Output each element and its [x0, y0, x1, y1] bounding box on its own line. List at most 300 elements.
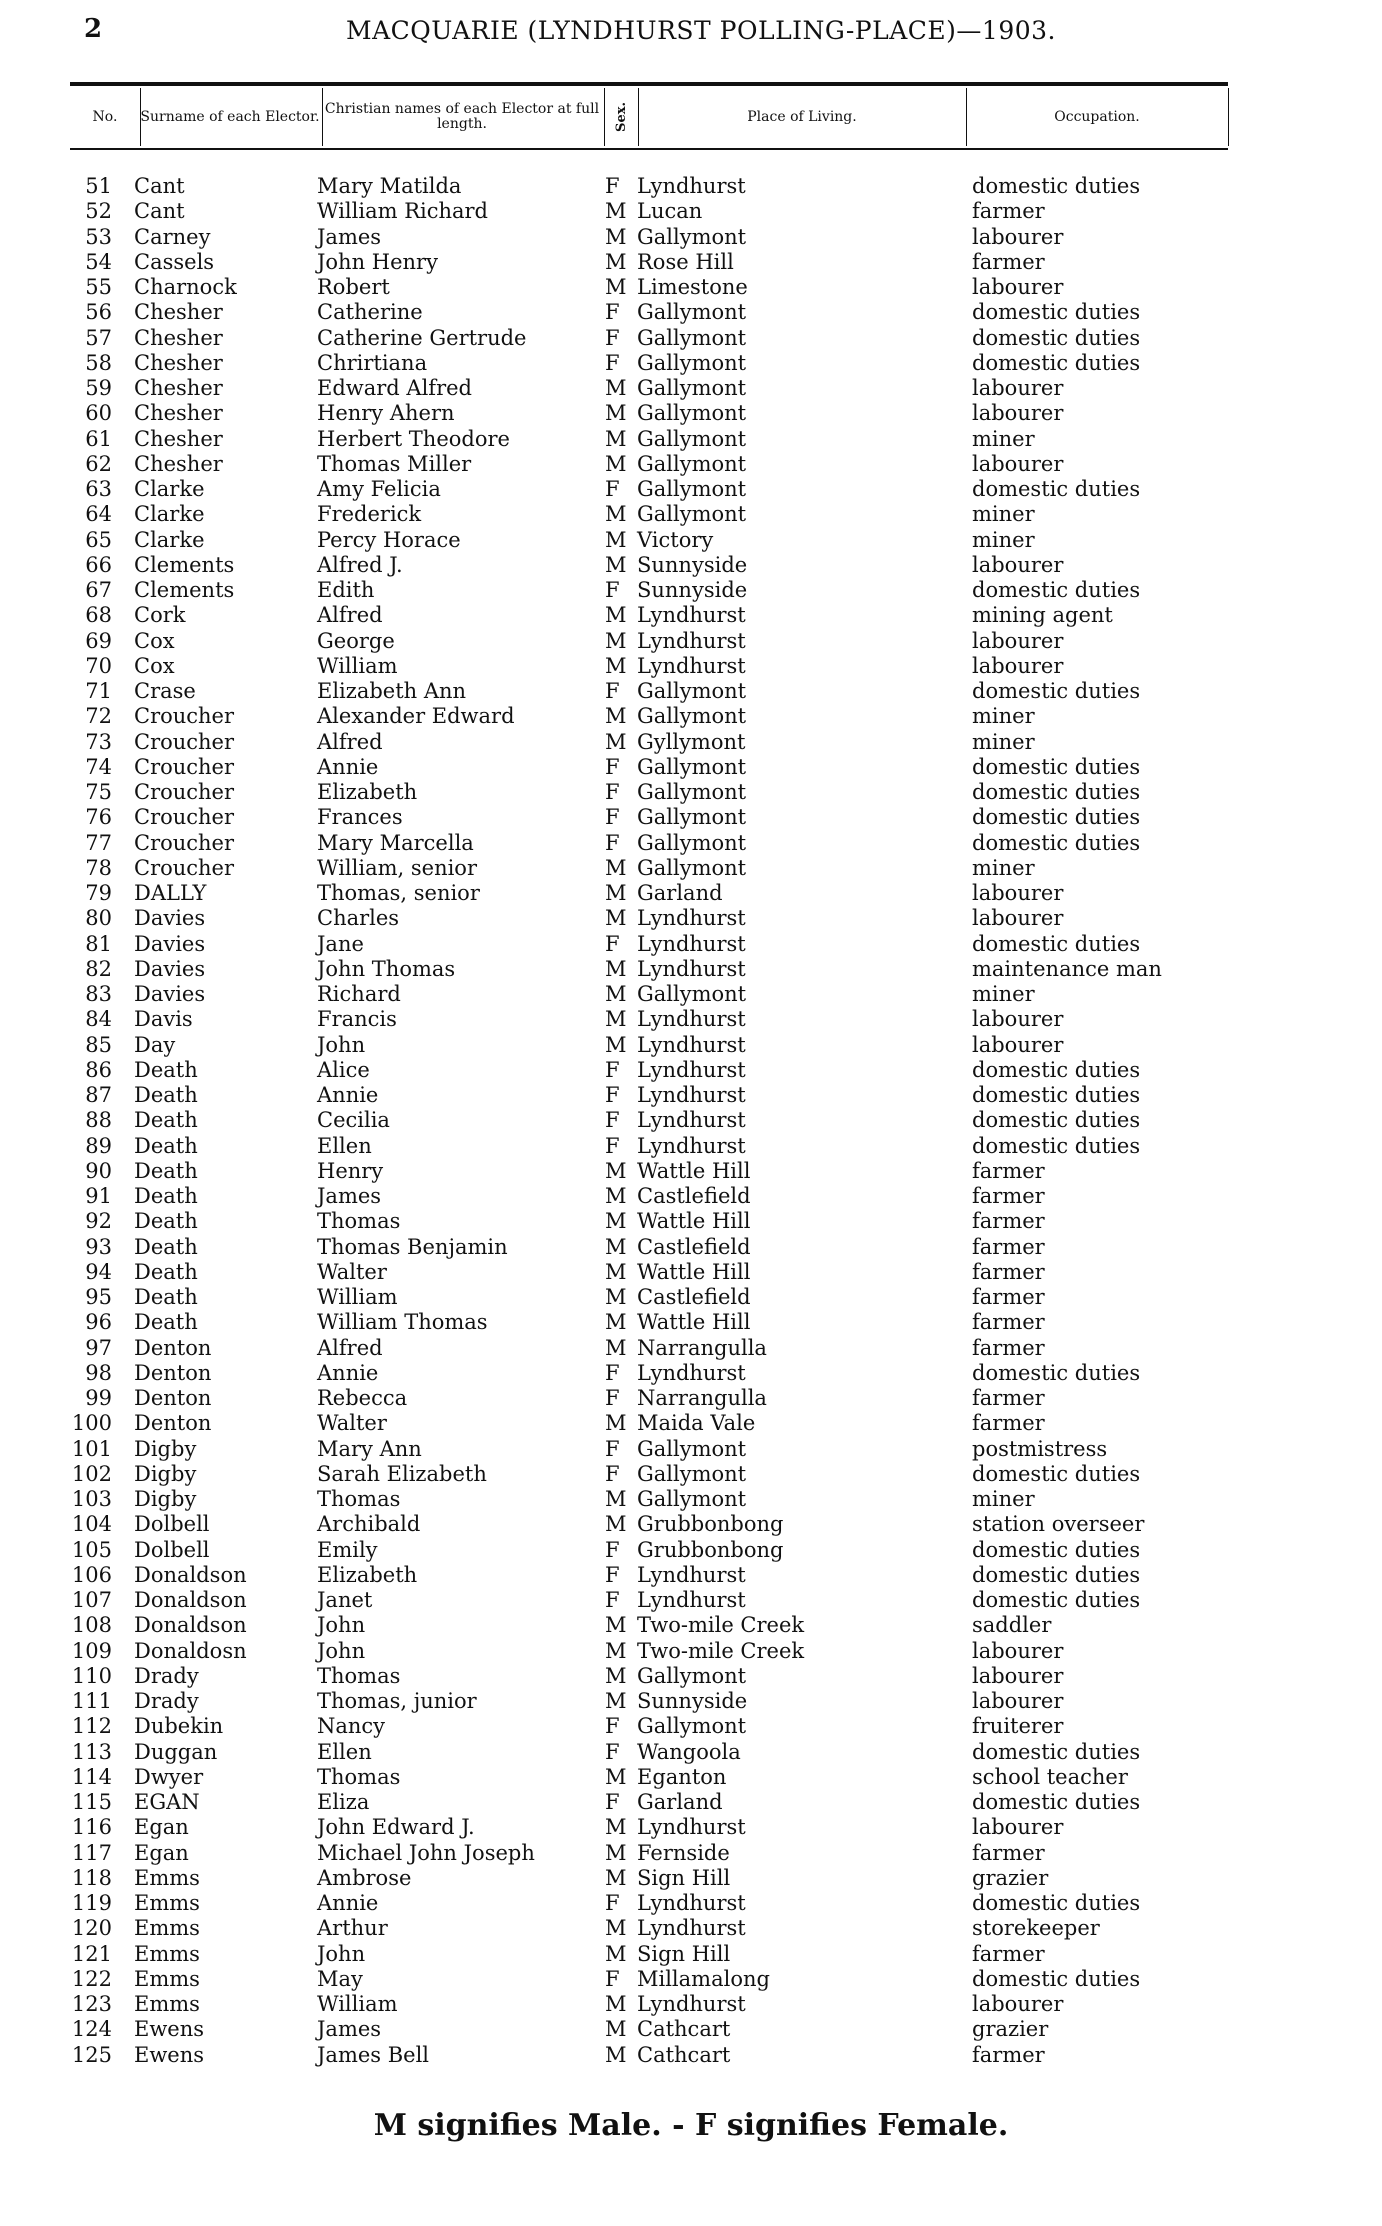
elector-number: 105	[71, 1537, 112, 1562]
elector-occupation: domestic duties	[972, 1966, 1141, 1991]
elector-number: 101	[71, 1436, 112, 1461]
elector-place-of-living: Grubbonbong	[637, 1512, 784, 1537]
elector-surname: Dubekin	[134, 1714, 224, 1739]
elector-christian-names: Henry	[317, 1158, 384, 1183]
elector-sex: F	[605, 1386, 620, 1410]
table-row	[0, 1639, 1382, 1664]
table-row	[0, 2017, 1382, 2042]
elector-christian-names: Mary Matilda	[317, 174, 462, 198]
elector-surname: Emms	[134, 1966, 200, 1991]
elector-christian-names: John	[317, 1638, 366, 1663]
elector-place-of-living: Castlefield	[637, 1234, 751, 1259]
table-row	[0, 1740, 1382, 1765]
table-row	[0, 401, 1382, 426]
table-row	[0, 780, 1382, 805]
elector-place-of-living: Two-mile Creek	[637, 1613, 805, 1638]
elector-number: 116	[71, 1815, 112, 1840]
elector-christian-names: Thomas Benjamin	[317, 1234, 508, 1259]
elector-number: 86	[85, 1057, 112, 1082]
elector-number: 78	[85, 855, 112, 880]
elector-surname: Digby	[134, 1487, 197, 1511]
elector-number: 94	[85, 1259, 112, 1284]
table-row	[0, 225, 1382, 250]
table-row	[0, 1664, 1382, 1689]
table-row	[0, 805, 1382, 830]
elector-surname: Clarke	[134, 502, 205, 527]
elector-surname: Chesher	[134, 401, 223, 426]
elector-occupation: labourer	[972, 224, 1064, 249]
elector-sex: M	[605, 1032, 627, 1057]
elector-christian-names: Richard	[317, 982, 401, 1006]
elector-number: 74	[85, 754, 112, 779]
elector-number: 66	[85, 552, 112, 577]
elector-surname: Clarke	[134, 527, 205, 552]
elector-surname: Death	[134, 1158, 198, 1183]
elector-place-of-living: Lyndhurst	[637, 1032, 746, 1057]
elector-surname: Clarke	[134, 477, 205, 501]
elector-occupation: labourer	[972, 1663, 1064, 1688]
elector-sex: M	[605, 1941, 627, 1966]
elector-sex: M	[605, 249, 627, 274]
elector-sex: F	[605, 1436, 620, 1461]
elector-occupation: domestic duties	[972, 1588, 1141, 1612]
elector-christian-names: William	[317, 1285, 398, 1309]
elector-sex: M	[605, 199, 627, 224]
elector-surname: Dolbell	[134, 1537, 210, 1562]
elector-place-of-living: Gallymont	[637, 401, 747, 426]
elector-sex: M	[605, 1764, 627, 1789]
elector-number: 117	[71, 1840, 112, 1865]
elector-surname: Emms	[134, 1916, 200, 1941]
elector-sex: F	[605, 1739, 620, 1764]
elector-number: 89	[85, 1133, 112, 1158]
elector-surname: Cant	[134, 174, 185, 198]
elector-number: 102	[71, 1461, 112, 1486]
elector-christian-names: Cecilia	[317, 1108, 390, 1133]
elector-occupation: domestic duties	[972, 805, 1141, 830]
elector-occupation: labourer	[972, 275, 1064, 299]
table-row	[0, 1058, 1382, 1083]
elector-occupation: farmer	[972, 1234, 1045, 1259]
elector-christian-names: Herbert Theodore	[317, 426, 510, 451]
elector-sex: M	[605, 2017, 627, 2042]
column-header-christian-names: Christian names of each Elector at full length.	[324, 101, 600, 132]
elector-occupation: labourer	[972, 1638, 1064, 1663]
elector-sex: F	[605, 1057, 620, 1082]
elector-occupation: labourer	[972, 451, 1064, 476]
elector-christian-names: William Richard	[317, 199, 489, 224]
elector-number: 55	[85, 275, 112, 299]
elector-surname: Carney	[134, 224, 211, 249]
elector-place-of-living: Gallymont	[637, 1663, 747, 1688]
elector-number: 112	[71, 1714, 112, 1739]
elector-sex: M	[605, 628, 627, 653]
elector-christian-names: Walter	[317, 1259, 387, 1284]
table-row	[0, 351, 1382, 376]
elector-surname: Cork	[134, 603, 186, 628]
elector-number: 108	[71, 1613, 112, 1638]
elector-surname: Denton	[134, 1335, 212, 1360]
elector-occupation: domestic duties	[972, 174, 1141, 198]
table-row	[0, 1967, 1382, 1992]
elector-place-of-living: Wattle Hill	[637, 1209, 751, 1234]
elector-christian-names: Robert	[317, 275, 390, 299]
elector-occupation: miner	[972, 982, 1035, 1006]
elector-sex: M	[605, 1411, 627, 1436]
elector-place-of-living: Millamalong	[637, 1966, 770, 1991]
elector-sex: M	[605, 224, 627, 249]
table-row	[0, 502, 1382, 527]
elector-number: 100	[71, 1411, 112, 1436]
elector-place-of-living: Cathcart	[637, 2042, 731, 2067]
elector-surname: Death	[134, 1083, 198, 1107]
elector-place-of-living: Sunnyside	[637, 578, 748, 602]
elector-place-of-living: Lyndhurst	[637, 628, 746, 653]
elector-surname: Emms	[134, 1992, 200, 2016]
elector-occupation: domestic duties	[972, 1083, 1141, 1107]
elector-christian-names: Alexander Edward	[317, 704, 515, 729]
elector-christian-names: Sarah Elizabeth	[317, 1461, 487, 1486]
elector-number: 115	[71, 1790, 112, 1814]
elector-surname: Death	[134, 1310, 198, 1335]
elector-occupation: farmer	[972, 1386, 1045, 1410]
elector-surname: Dolbell	[134, 1512, 210, 1537]
table-row	[0, 326, 1382, 351]
elector-occupation: domestic duties	[972, 1057, 1141, 1082]
elector-sex: F	[605, 350, 620, 375]
elector-sex: M	[605, 552, 627, 577]
table-row	[0, 1108, 1382, 1133]
elector-sex: M	[605, 1865, 627, 1890]
elector-christian-names: John Thomas	[317, 956, 456, 981]
elector-place-of-living: Gallymont	[637, 350, 747, 375]
table-row	[0, 578, 1382, 603]
table-row	[0, 1512, 1382, 1537]
elector-place-of-living: Lyndhurst	[637, 1588, 746, 1612]
elector-christian-names: James	[317, 2017, 382, 2042]
elector-sex: F	[605, 1083, 620, 1107]
elector-surname: Donaldson	[134, 1613, 247, 1638]
elector-christian-names: Mary Marcella	[317, 830, 474, 855]
elector-place-of-living: Fernside	[637, 1840, 730, 1865]
elector-christian-names: Eliza	[317, 1790, 370, 1814]
elector-number: 98	[85, 1360, 112, 1385]
elector-place-of-living: Eganton	[637, 1764, 727, 1789]
elector-surname: Digby	[134, 1436, 197, 1461]
elector-sex: M	[605, 502, 627, 527]
elector-number: 69	[85, 628, 112, 653]
elector-surname: Clements	[134, 552, 235, 577]
elector-christian-names: John	[317, 1032, 366, 1057]
elector-place-of-living: Gallymont	[637, 426, 747, 451]
elector-occupation: labourer	[972, 1007, 1064, 1032]
elector-christian-names: Alfred	[317, 729, 383, 754]
elector-occupation: labourer	[972, 401, 1064, 426]
elector-occupation: labourer	[972, 628, 1064, 653]
elector-number: 109	[71, 1638, 112, 1663]
elector-place-of-living: Rose Hill	[637, 249, 734, 274]
elector-number: 92	[85, 1209, 112, 1234]
elector-christian-names: William	[317, 653, 398, 678]
elector-place-of-living: Gallymont	[637, 805, 747, 830]
elector-surname: Denton	[134, 1386, 212, 1410]
table-row	[0, 1083, 1382, 1108]
elector-sex: M	[605, 1234, 627, 1259]
elector-surname: Davies	[134, 931, 206, 956]
elector-christian-names: Ellen	[317, 1739, 372, 1764]
elector-number: 59	[85, 376, 112, 400]
table-row	[0, 199, 1382, 224]
elector-sex: M	[605, 1335, 627, 1360]
elector-sex: M	[605, 1285, 627, 1309]
elector-sex: M	[605, 1007, 627, 1032]
elector-place-of-living: Sunnyside	[637, 552, 748, 577]
elector-place-of-living: Sunnyside	[637, 1689, 748, 1713]
table-row	[0, 831, 1382, 856]
table-row	[0, 730, 1382, 755]
elector-number: 84	[85, 1007, 112, 1032]
elector-place-of-living: Wattle Hill	[637, 1310, 751, 1335]
elector-surname: Chesher	[134, 300, 223, 325]
elector-place-of-living: Gallymont	[637, 1436, 747, 1461]
elector-number: 81	[85, 931, 112, 956]
elector-number: 87	[85, 1083, 112, 1107]
elector-number: 104	[71, 1512, 112, 1537]
table-row	[0, 1159, 1382, 1184]
elector-place-of-living: Lyndhurst	[637, 1916, 746, 1941]
elector-occupation: domestic duties	[972, 300, 1141, 325]
elector-number: 79	[85, 881, 112, 905]
elector-christian-names: Amy Felicia	[317, 477, 441, 501]
table-row	[0, 1209, 1382, 1234]
elector-christian-names: Elizabeth	[317, 780, 418, 804]
elector-christian-names: Thomas	[317, 1663, 401, 1688]
elector-sex: F	[605, 1461, 620, 1486]
table-row	[0, 1310, 1382, 1335]
elector-christian-names: Catherine Gertrude	[317, 325, 527, 350]
elector-surname: Croucher	[134, 729, 235, 754]
elector-place-of-living: Gallymont	[637, 982, 747, 1006]
elector-place-of-living: Gallymont	[637, 830, 747, 855]
table-row	[0, 906, 1382, 931]
elector-occupation: miner	[972, 729, 1035, 754]
elector-christian-names: Nancy	[317, 1714, 386, 1739]
elector-christian-names: William	[317, 1992, 398, 2016]
elector-occupation: miner	[972, 1487, 1035, 1511]
elector-christian-names: Ambrose	[317, 1865, 412, 1890]
elector-surname: Donaldson	[134, 1562, 247, 1587]
elector-christian-names: John	[317, 1613, 366, 1638]
elector-surname: Death	[134, 1184, 198, 1208]
elector-sex: M	[605, 855, 627, 880]
elector-surname: Ewens	[134, 2017, 205, 2042]
elector-number: 54	[85, 249, 112, 274]
elector-occupation: domestic duties	[972, 830, 1141, 855]
column-header-surname: Surname of each Elector.	[140, 108, 320, 125]
elector-number: 90	[85, 1158, 112, 1183]
table-row	[0, 427, 1382, 452]
table-row	[0, 603, 1382, 628]
elector-number: 52	[85, 199, 112, 224]
elector-surname: Chesher	[134, 350, 223, 375]
elector-surname: Duggan	[134, 1739, 218, 1764]
table-row	[0, 1942, 1382, 1967]
table-row	[0, 275, 1382, 300]
elector-occupation: domestic duties	[972, 1537, 1141, 1562]
table-row	[0, 1411, 1382, 1436]
table-row	[0, 528, 1382, 553]
elector-place-of-living: Gallymont	[637, 754, 747, 779]
table-row	[0, 1462, 1382, 1487]
elector-occupation: labourer	[972, 552, 1064, 577]
elector-sex: F	[605, 1891, 620, 1915]
elector-sex: M	[605, 704, 627, 729]
elector-number: 120	[71, 1916, 112, 1941]
elector-christian-names: Edward Alfred	[317, 376, 472, 400]
elector-occupation: miner	[972, 527, 1035, 552]
elector-number: 68	[85, 603, 112, 628]
elector-number: 57	[85, 325, 112, 350]
table-row	[0, 1765, 1382, 1790]
elector-sex: F	[605, 1966, 620, 1991]
elector-sex: M	[605, 1992, 627, 2016]
elector-place-of-living: Lyndhurst	[637, 931, 746, 956]
elector-occupation: domestic duties	[972, 578, 1141, 602]
elector-place-of-living: Gallymont	[637, 679, 747, 703]
table-row	[0, 856, 1382, 881]
elector-christian-names: Thomas, junior	[317, 1689, 477, 1713]
table-row	[0, 1790, 1382, 1815]
elector-surname: Chesher	[134, 376, 223, 400]
elector-place-of-living: Narrangulla	[637, 1386, 767, 1410]
table-row	[0, 957, 1382, 982]
elector-number: 91	[85, 1184, 112, 1208]
elector-number: 58	[85, 350, 112, 375]
elector-surname: EGAN	[134, 1790, 200, 1814]
elector-occupation: domestic duties	[972, 1108, 1141, 1133]
elector-place-of-living: Lyndhurst	[637, 1083, 746, 1107]
column-header-sex: Sex.	[613, 102, 629, 132]
elector-number: 53	[85, 224, 112, 249]
elector-sex: M	[605, 1689, 627, 1713]
table-row	[0, 1487, 1382, 1512]
elector-number: 125	[71, 2042, 112, 2067]
elector-occupation: farmer	[972, 1411, 1045, 1436]
table-row	[0, 932, 1382, 957]
table-row	[0, 1184, 1382, 1209]
elector-christian-names: Edith	[317, 578, 375, 602]
elector-sex: M	[605, 1638, 627, 1663]
elector-christian-names: Emily	[317, 1537, 378, 1562]
elector-number: 111	[71, 1689, 112, 1713]
elector-number: 93	[85, 1234, 112, 1259]
elector-place-of-living: Sign Hill	[637, 1941, 731, 1966]
elector-sex: M	[605, 906, 627, 931]
elector-christian-names: Henry Ahern	[317, 401, 455, 426]
elector-place-of-living: Gallymont	[637, 300, 747, 325]
elector-occupation: labourer	[972, 376, 1064, 400]
elector-sex: M	[605, 426, 627, 451]
elector-number: 63	[85, 477, 112, 501]
table-row	[0, 1916, 1382, 1941]
elector-christian-names: John	[317, 1941, 366, 1966]
table-row	[0, 553, 1382, 578]
elector-surname: Drady	[134, 1689, 199, 1713]
elector-christian-names: James Bell	[317, 2042, 430, 2067]
elector-place-of-living: Garland	[637, 881, 723, 905]
elector-sex: M	[605, 2042, 627, 2067]
elector-number: 122	[71, 1966, 112, 1991]
elector-sex: M	[605, 401, 627, 426]
elector-number: 83	[85, 982, 112, 1006]
elector-occupation: farmer	[972, 1285, 1045, 1309]
elector-number: 64	[85, 502, 112, 527]
elector-surname: Denton	[134, 1360, 212, 1385]
elector-surname: Denton	[134, 1411, 212, 1436]
elector-place-of-living: Cathcart	[637, 2017, 731, 2042]
elector-sex: F	[605, 1714, 620, 1739]
elector-surname: Death	[134, 1234, 198, 1259]
table-row	[0, 2043, 1382, 2068]
elector-surname: Donaldosn	[134, 1638, 247, 1663]
elector-occupation: labourer	[972, 1992, 1064, 2016]
table-row	[0, 654, 1382, 679]
elector-christian-names: Alice	[317, 1057, 370, 1082]
elector-place-of-living: Castlefield	[637, 1184, 751, 1208]
elector-number: 95	[85, 1285, 112, 1309]
elector-christian-names: Charles	[317, 906, 400, 931]
elector-place-of-living: Lyndhurst	[637, 1133, 746, 1158]
elector-occupation: postmistress	[972, 1436, 1108, 1461]
elector-surname: Emms	[134, 1891, 200, 1915]
table-row	[0, 1134, 1382, 1159]
elector-sex: F	[605, 780, 620, 804]
elector-number: 72	[85, 704, 112, 729]
elector-place-of-living: Lyndhurst	[637, 1007, 746, 1032]
elector-surname: Emms	[134, 1941, 200, 1966]
elector-occupation: maintenance man	[972, 956, 1162, 981]
elector-number: 88	[85, 1108, 112, 1133]
elector-place-of-living: Gallymont	[637, 780, 747, 804]
elector-christian-names: Frederick	[317, 502, 422, 527]
elector-occupation: domestic duties	[972, 477, 1141, 501]
elector-occupation: domestic duties	[972, 931, 1141, 956]
elector-surname: Death	[134, 1209, 198, 1234]
elector-sex: M	[605, 653, 627, 678]
elector-place-of-living: Gallymont	[637, 704, 747, 729]
elector-christian-names: May	[317, 1966, 363, 1991]
elector-number: 73	[85, 729, 112, 754]
elector-place-of-living: Gallymont	[637, 224, 747, 249]
elector-surname: Croucher	[134, 830, 235, 855]
elector-place-of-living: Castlefield	[637, 1285, 751, 1309]
elector-occupation: fruiterer	[972, 1714, 1064, 1739]
elector-sex: M	[605, 1158, 627, 1183]
elector-occupation: grazier	[972, 2017, 1049, 2042]
elector-sex: M	[605, 982, 627, 1006]
elector-occupation: domestic duties	[972, 1790, 1141, 1814]
table-row	[0, 477, 1382, 502]
elector-number: 75	[85, 780, 112, 804]
elector-place-of-living: Lyndhurst	[637, 1108, 746, 1133]
elector-occupation: labourer	[972, 1815, 1064, 1840]
elector-christian-names: William Thomas	[317, 1310, 488, 1335]
elector-surname: Croucher	[134, 855, 235, 880]
elector-occupation: labourer	[972, 1689, 1064, 1713]
elector-sex: M	[605, 729, 627, 754]
elector-surname: Clements	[134, 578, 235, 602]
elector-surname: Death	[134, 1259, 198, 1284]
